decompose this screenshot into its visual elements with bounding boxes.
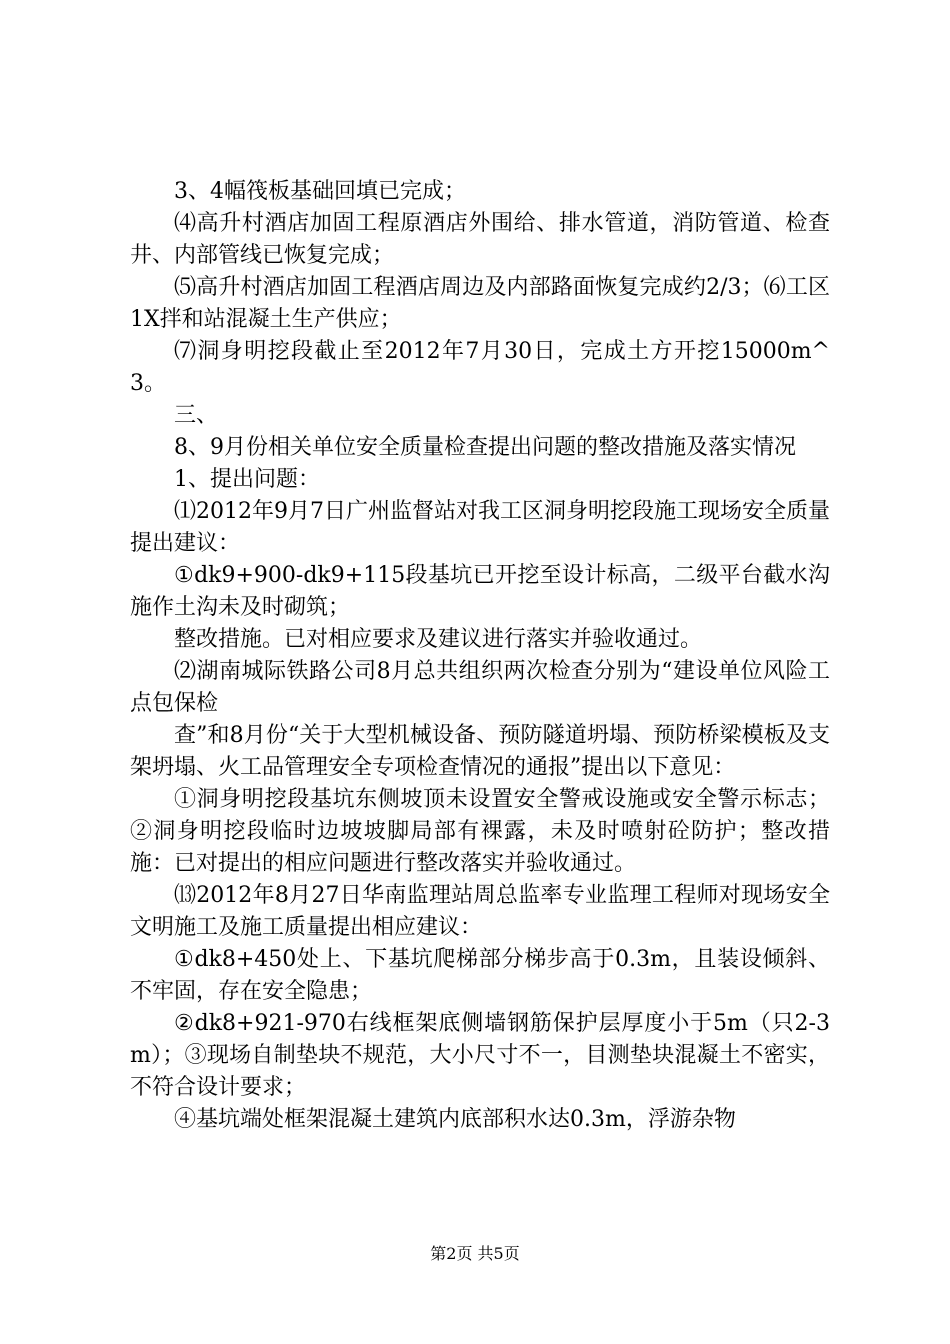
body-text: [130, 176, 830, 1136]
paragraph-12: 查”和8月份“关于大型机械设备、预防隧道坍塌、预防桥梁模板及支架坍塌、火工品管理安全专项检查情况的通报”提出以下意见：: [130, 723, 830, 780]
paragraph-10: 整改措施。已对相应要求及建议进行落实并验收通过。: [174, 627, 703, 652]
paragraph-15: ①dk8+450处上、下基坑爬梯部分梯步高于0.3m，且装设倾斜、不牢固，存在安全隐患；: [130, 947, 830, 1004]
paragraph-9: ①dk9+900-dk9+115段基坑已开挖至设计标高，二级平台截水沟施作土沟未及时砌筑；: [130, 563, 830, 620]
paragraph-7: 1、提出问题：: [174, 467, 320, 492]
page-footer: [0, 1244, 950, 1264]
paragraph-13: ①洞身明挖段基坑东侧坡顶未设置安全警戒设施或安全警示标志；②洞身明挖段临时边坡坡脚局部有裸露，未及时喷射砼防护；整改措施：已对提出的相应问题进行整改落实并验收通过。: [130, 787, 830, 876]
paragraph-2: ⑷高升村酒店加固工程原酒店外围给、排水管道，消防管道、检查井、内部管线已恢复完成；: [130, 211, 830, 268]
paragraph-14: ⒀2012年8月27日华南监理站周总监率专业监理工程师对现场安全文明施工及施工质量提出相应建议：: [130, 883, 830, 940]
paragraph-3: ⑸高升村酒店加固工程酒店周边及内部路面恢复完成约2/3；⑹工区1X拌和站混凝土生产供应；: [130, 275, 830, 332]
paragraph-16: ②dk8+921-970右线框架底侧墙钢筋保护层厚度小于5m（只2-3m）；③现场自制垫块不规范，大小尺寸不一，目测垫块混凝土不密实，不符合设计要求；: [130, 1011, 830, 1100]
paragraph-4: ⑺洞身明挖段截止至2012年7月30日，完成土方开挖15000m^3。: [130, 339, 830, 396]
paragraph-1: 3、4幅筏板基础回填已完成；: [174, 179, 466, 204]
page-number-label: 第2页 共5页: [430, 1244, 520, 1263]
paragraph-17: ④基坑端处框架混凝土建筑内底部积水达0.3m，浮游杂物: [174, 1107, 736, 1132]
paragraph-6: 8、9月份相关单位安全质量检查提出问题的整改措施及落实情况: [174, 435, 796, 460]
paragraph-8: ⑴2012年9月7日广州监督站对我工区洞身明挖段施工现场安全质量提出建议：: [130, 499, 830, 556]
paragraph-5: 三、: [174, 403, 219, 428]
paragraph-11: ⑵湖南城际铁路公司8月总共组织两次检查分别为“建设单位风险工点包保检: [130, 659, 830, 716]
